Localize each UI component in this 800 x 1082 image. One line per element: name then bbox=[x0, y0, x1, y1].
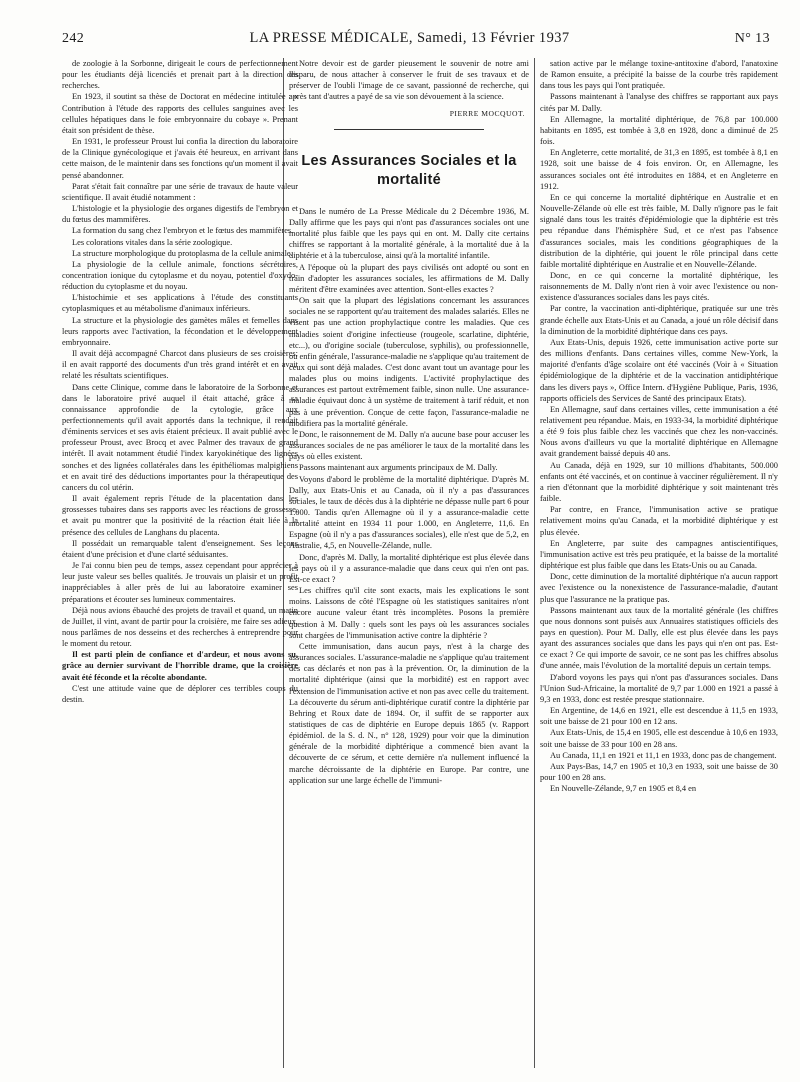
paragraph: Dans cette Clinique, comme dans le laboratoire de la Sorbonne et dans le laboratoire privé auquel il était attaché, grâce à sa connaissance approfondie de la cytologie, grâce aux perfectionnements qu'il avait apportés dans la technique, il rendait d'éminents services et ses avis étaient précieux. Il avait publié avec le professeur Proust, avec Brocq et avec Palmer des travaux de grand intérêt. Il avait notamment étudié l'index karyokinétique des lignées sonches et des lignées collatérales dans les épithéliomas malpighiens et en avait tiré des déductions importantes pour la thérapeutique des cancers du col utérin. bbox=[62, 382, 298, 492]
paragraph: Donc, en ce qui concerne la mortalité diphtérique, les raisonnements de M. Dally n'ont rien à voir avec l'existence ou non-existence d'assurances sociales dans les pays cités. bbox=[540, 270, 778, 303]
paragraph: Voyons d'abord le problème de la mortalité diphtérique. D'après M. Dally, aux Etats-Unis et au Canada, où il n'y a pas d'assurances sociales, le taux de décès dus à la diphtérie ne dépasse nulle part 6 pour 1.000. Tandis qu'en Allemagne où il y a assurance-maladie cette mortalité atteint en 1934 11 pour 1.000, en Angleterre, 11,6. En Espagne (où il n'y a pas d'assurances sociales), elle n'est que de 5,2, en Australie, 4,5, en Nouvelle-Zélande, nulle. bbox=[289, 474, 529, 551]
paragraph: Dans le numéro de La Presse Médicale du 2 Décembre 1936, M. Dally affirme que les pays qui n'ont pas d'assurances sociales ont une mortalité plus faible que les pays qui en ont. M. Dally cite certains chiffres se rapportant à la mortalité générale, à la mortalité due à la diphtérie et à la tuberculose, ainsi qu'à la mortalité infantile. bbox=[289, 206, 529, 261]
paragraph: Passons maintenant à l'analyse des chiffres se rapportant aux pays cités par M. Dally. bbox=[540, 92, 778, 113]
paragraph: Passons maintenant aux arguments principaux de M. Dally. bbox=[299, 463, 498, 473]
author-signature: PIERRE MOCQUOT. bbox=[449, 108, 525, 118]
paragraph: La formation du sang chez l'embryon et le fœtus des mammifères. bbox=[72, 226, 294, 236]
middle-column bbox=[289, 58, 529, 786]
paragraph: Il avait déjà accompagné Charcot dans plusieurs de ses croisières; il en avait rapporté des documents d'un très grand intérêt et en avait relaté les résultats scientifiques. bbox=[62, 349, 298, 381]
paragraph: Aux Etats-Unis, de 15,4 en 1905, elle est descendue à 10,6 en 1933, soit une baisse de 33 pour 100 en 28 ans. bbox=[540, 728, 778, 749]
left-column bbox=[62, 58, 298, 705]
paragraph: Aux Pays-Bas, 14,7 en 1905 et 10,3 en 1933, soit une baisse de 30 pour 100 en 28 ans. bbox=[540, 761, 778, 782]
article-body bbox=[289, 206, 529, 786]
paragraph: L'histochimie et ses applications à l'étude des constituants cytoplasmiques et au métabolisme d'animaux inférieurs. bbox=[62, 293, 298, 314]
page-number: 242 bbox=[62, 31, 85, 46]
paragraph: Il avait également repris l'étude de la placentation dans les grossesses tubaires dans ses rapports avec les réactions de grossesse, et avait pu montrer que la positivité de la réaction était liée à la présence des cellules de Langhans du placenta. bbox=[62, 494, 298, 537]
paragraph: En Allemagne, la mortalité diphtérique, de 76,8 par 100.000 habitants en 1895, est tombée à 3,8 en 1928, donc a diminué de 25 fois. bbox=[540, 114, 778, 147]
paragraph: C'est une attitude vaine que de déplorer ces terribles coups du destin. bbox=[62, 683, 298, 704]
paragraph: En ce qui concerne la mortalité diphtérique en Australie et en Nouvelle-Zélande où elle est très faible, M. Dally n'ignore pas le fait signalé dans tous les traités d'épidémiologie que la diphtérie est très peu répandue dans l'hémisphère Sud, et ce n'est pas l'absence d'assurances sociales, mais les conditions géographiques de la distribution de la diphtérie, qui jouent le rôle principal dans cette faible mortalité diphtérique en Australie et en Nouvelle-Zélande. bbox=[540, 192, 778, 269]
journal-title: LA PRESSE MÉDICALE, Samedi, 13 Février 1937 bbox=[249, 30, 570, 46]
section-divider bbox=[334, 129, 484, 130]
paragraph: En Angleterre, cette mortalité, de 31,3 en 1895, est tombée à 8,1 en 1928, soit une baisse de 4 fois environ. Or, en Allemagne, les assurances sociales ont été introduites en 1884, et en Angleterre en 1912. bbox=[540, 148, 778, 191]
paragraph: La structure et la physiologie des gamètes mâles et femelles dans leurs rapports avec l'activation, la fécondation et le développement embryonnaire. bbox=[62, 315, 298, 347]
column-rule bbox=[534, 58, 535, 1068]
page-header bbox=[62, 30, 770, 52]
paragraph: En 1923, il soutint sa thèse de Doctorat en médecine intitulée : « Contribution à l'étude des rapports des cellules sanguines avec les cellules hépatiques dans le foie embryonnaire du cobaye ». Prenant était son président de thèse. bbox=[62, 92, 298, 135]
paragraph: Déjà nous avions ébauché des projets de travail et quand, un matin de Juillet, il vint, avant de partir pour la croisière, me faire ses adieux, nous parlâmes de nos desseins et des recherches à entreprendre pour le moment du retour. bbox=[62, 605, 298, 649]
paragraph: Passons maintenant aux taux de la mortalité générale (les chiffres que nous donnons sont puisés aux Annuaires statistiques officiels des pays en question). Pour M. Dally, elle est plus élevée dans les pays ayant des assurances sociales que dans les pays qui n'en ont pas. Est-ce exact ? Ce qui importe de savoir, ce ne sont pas les chiffres absolus d'une année, mais l'évolution de la mortalité depuis un certain temps. bbox=[540, 605, 778, 671]
paragraph: Les colorations vitales dans la série zoologique. bbox=[72, 237, 233, 247]
paragraph: En Angleterre, par suite des campagnes antiscientifiques, l'immunisation active est très peu pratiquée, et la baisse de la mortalité diphtérique est plus faible que dans les Etats-Unis ou au Canada. bbox=[540, 538, 778, 571]
paragraph: Parat s'était fait connaître par une série de travaux de haute valeur scientifique. Il avait étudié notamment : bbox=[62, 181, 298, 202]
paragraph: En Allemagne, sauf dans certaines villes, cette immunisation a été relativement peu répandue. Mais, en 1933-34, la morbidité diphtérique a été 9 fois plus faible chez les vaccinés que chez les non-vaccinés. Nous avons d'ailleurs vu que la mortalité diphtérique en Allemagne avait grandement baissé depuis 40 ans. bbox=[540, 404, 778, 459]
paragraph: Au Canada, 11,1 en 1921 et 11,1 en 1933, donc pas de changement. bbox=[550, 750, 777, 760]
paragraph: Donc, le raisonnement de M. Dally n'a aucune base pour accuser les assurances sociales de ne pas améliorer le taux de la mortalité dans les pays où elles existent. bbox=[289, 429, 529, 462]
paragraph: de zoologie à la Sorbonne, dirigeait le cours de perfectionnement pour les étudiants déjà licenciés et prenait part à la direction des recherches. bbox=[62, 59, 298, 91]
paragraph: Je l'ai connu bien peu de temps, assez cependant pour apprécier à leur juste valeur ses belles qualités. Je trouvais un plaisir et un profit inappréciables à aller près de lui au laboratoire examiner ses préparations et écouter ses lumineux commentaires. bbox=[62, 561, 298, 604]
paragraph: A l'époque où la plupart des pays civilisés ont adopté ou sont en train d'adopter les assurances sociales, les affirmations de M. Dally méritent d'être examinées avec attention. Sont-elles exactes ? bbox=[289, 262, 529, 294]
paragraph: Il est parti plein de confiance et d'ardeur, et nous avons su, grâce au dernier survivant de l'horrible drame, que la croisière avait été féconde et la récolte abondante. bbox=[62, 650, 298, 682]
paragraph: Les chiffres qu'il cite sont exacts, mais les explications le sont moins. Laissons de côté l'Espagne où les statistiques sanitaires n'ont encore aucune valeur étant très incomplètes. Posons la première question à M. Dally : quels sont les pays où les assurances sociales sont chargées de l'immunisation active contre la diphtérie ? bbox=[289, 586, 529, 640]
paragraph: Par contre, en France, l'immunisation active se pratique relativement moins qu'au Canada, et la morbidité diphtérique y est plus élevée. bbox=[540, 505, 778, 537]
paragraph: La physiologie de la cellule animale, fonctions sécrétoires, concentration ionique du cytoplasme et du noyau, potentiel d'oxydo-réduction du cytoplasme et du noyau. bbox=[62, 259, 298, 292]
article-title: Les Assurances Sociales et la mortalité bbox=[301, 152, 517, 188]
paragraph: Il possédait un remarquable talent d'enseignement. Ses leçons étaient d'une précision et d'une clarté séduisantes. bbox=[62, 538, 298, 559]
paragraph: Cette immunisation, dans aucun pays, n'est à la charge des assurances sociales. L'assurance-maladie ne s'applique qu'au traitement des cas déclarés et non pas à la prévention. Or, la diminution de la mortalité diphtérique (ainsi que la morbidité) est en rapport avec l'extension de l'immunisation active et non pas avec celle du traitement. La découverte du sérum anti-diphtérique curatif contre la diphtérie par Behring et Roux date de 1894. Or, il suffit de se rapporter aux statistiques de cas de diphtérie en Europe depuis 1865 (v. Rapport épidémiol. de la S. d. N., n° 128, 1929) pour voir que la diminution générale de la morbidité diphtérique a commencé bien avant la découverte de ce sérum, et cette dernière n'a nullement influencé la marche décroissante de la diphtérie en Europe. Par contre, une application sur une large échelle de l'immuni- bbox=[289, 641, 530, 785]
paragraph: On sait que la plupart des législations concernant les assurances sociales ne se rapportent qu'au traitement des malades salariés. Elles ne visent pas une action prophylactique contre les maladies. Que ces maladies soient d'origine infectieuse (rougeole, scarlatine, diphtérie, etc...), ou d'origine sociale (tuberculose, syphilis), ou professionnelle, ou enfin générale, l'assurance-maladie ne s'applique qu'au traitement de ceux qui sont déjà malades. C'est donc avant tout un avantage pour les malades plus ou moins indigents. L'activité prophylactique des assurances est partout extrêmement faible, sinon nulle. Une assurance-maladie équivaut donc à un système de traitement à tarif réduit, et non pas à une prévention. Conçue de cette façon, l'assurance-maladie ne modifiera pas la mortalité générale. bbox=[289, 296, 529, 428]
paragraph: sation active par le mélange toxine-antitoxine d'abord, l'anatoxine de Ramon ensuite, a précipité la baisse de la courbe très rapidement dans tous les pays qui l'ont pratiquée. bbox=[540, 59, 778, 91]
paragraph: En Nouvelle-Zélande, 9,7 en 1905 et 8,4 en bbox=[550, 784, 697, 794]
obituary-closing: Notre devoir est de garder pieusement le souvenir de notre ami disparu, de nous attacher à conserver le fruit de ses travaux et de préserver de l'oubli l'image de ce savant, passionné de recherche, qui après tant d'autres a payé de sa vie son dévouement à la science. bbox=[289, 59, 529, 102]
paragraph: Donc, cette diminution de la mortalité diphtérique n'a aucun rapport avec l'existence ou la nonexistence de l'assurance-maladie, d'autant plus que l'assurance ne la pratique pas. bbox=[540, 572, 778, 604]
paragraph: Par contre, la vaccination anti-diphtérique, pratiquée sur une très grande échelle aux Etats-Unis et au Canada, a joué un rôle décisif dans la diminution de la morbidité diphtérique dans ces pays. bbox=[540, 304, 778, 336]
paragraph: D'abord voyons les pays qui n'ont pas d'assurances sociales. Dans l'Union Sud-Africaine, la mortalité de 9,7 par 1.000 en 1921 a passé à 9,3 en 1933, donc est restée presque stationnaire. bbox=[540, 672, 778, 704]
paragraph: Au Canada, déjà en 1929, sur 10 millions d'habitants, 500.000 enfants ont été vaccinés, et on continue à vacciner régulièrement. Il n'y a rien d'étonnant que la morbidité diphtérique y soit maintenant très faible. bbox=[540, 460, 778, 504]
issue-number: N° 13 bbox=[734, 31, 770, 46]
paragraph: En 1931, le professeur Proust lui confia la direction du laboratoire de la Clinique gynécologique et j'avais été heureux, en arrivant dans cette maison, de le maintenir dans ses fonctions qu'un moment il avait pensé abandonner. bbox=[62, 137, 298, 180]
paragraph: La structure morphologique du protoplasma de la cellule animale. bbox=[72, 248, 293, 258]
paragraph: Aux Etats-Unis, depuis 1926, cette immunisation active porte sur des millions d'enfants. Dans certaines villes, comme New-York, la majorité d'enfants d'âge scolaire ont été vaccinés (Voir à « Situation épidémiologique de la diphtérie et de la vaccination antidiphtérique dans les divers pays », Office Intern. d'Hygiène Publique, Paris, 1936, rapports officiels des Services de Santé des principaux Etats). bbox=[540, 337, 778, 403]
paragraph: Donc, d'après M. Dally, la mortalité diphtérique est plus élevée dans les pays où il y a assurance-maladie que dans ceux qui n'en ont pas. Est-ce exact ? bbox=[289, 552, 529, 584]
paragraph: L'histologie et la physiologie des organes digestifs de l'embryon et du fœtus des mammifères. bbox=[62, 204, 298, 225]
paragraph: En Argentine, de 14,6 en 1921, elle est descendue à 11,5 en 1933, soit une baisse de 21 pour 100 en 12 ans. bbox=[540, 706, 778, 727]
right-column bbox=[540, 58, 778, 794]
